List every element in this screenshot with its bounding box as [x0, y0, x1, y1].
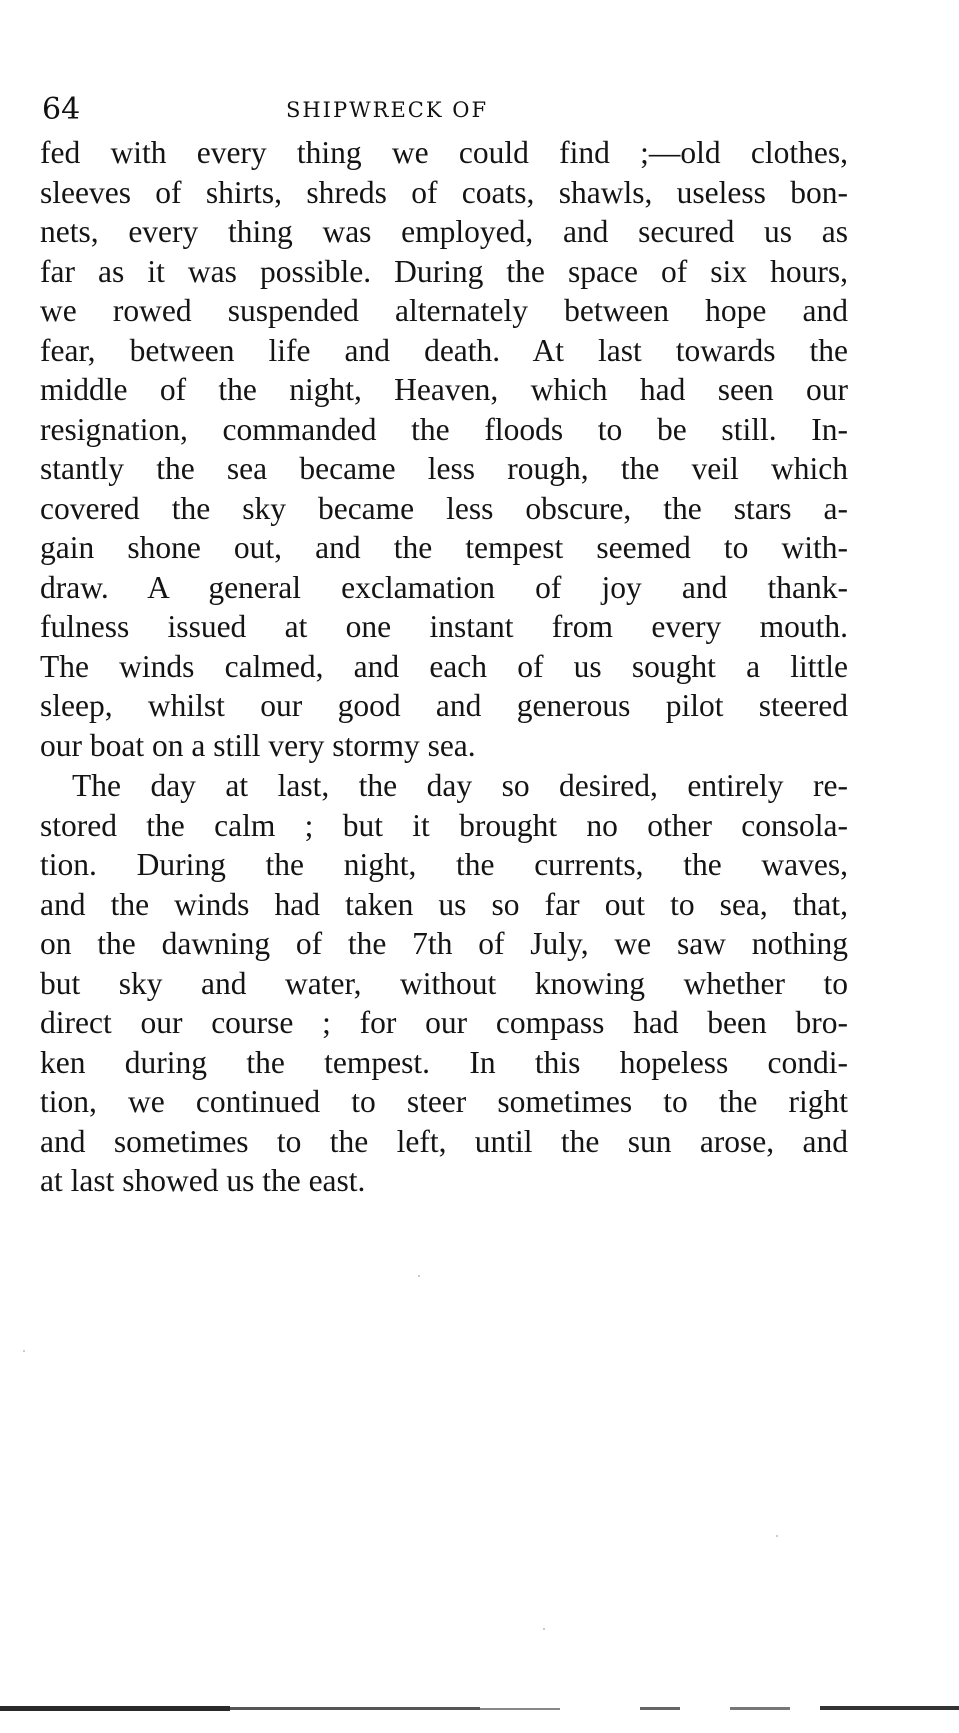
text-line: far as it was possible. During the space of six hours,: [40, 253, 848, 289]
text-line: ken during the tempest. In this hopeless condi-: [40, 1044, 848, 1080]
running-head-title: SHIPWRECK OF: [285, 98, 489, 122]
text-line: and sometimes to the left, until the sun arose, and: [40, 1123, 848, 1159]
text-line: The day at last, the day so desired, entirely re-: [72, 768, 848, 803]
body-text: [40, 133, 848, 1202]
text-line: on the dawning of the 7th of July, we saw nothing: [40, 926, 848, 961]
text-line: The winds calmed, and each of us sought a little: [40, 648, 848, 684]
text-line: sleeves of shirts, shreds of coats, shawls, useless bon-: [40, 174, 848, 210]
text-line: resignation, commanded the floods to be still. In-: [40, 411, 848, 447]
text-line: we rowed suspended alternately between hope and: [40, 293, 848, 328]
page-bottom-edge: [0, 1702, 959, 1714]
running-head: [42, 90, 842, 130]
text-line: nets, every thing was employed, and secured us as: [40, 214, 848, 249]
text-line: gain shone out, and the tempest seemed to with-: [40, 530, 848, 565]
text-line: tion. During the night, the currents, the waves,: [40, 847, 848, 882]
paragraph-2: [40, 766, 848, 1201]
text-line: stored the calm ; but it brought no other consola-: [40, 807, 848, 843]
paper-speck: [23, 1350, 25, 1352]
page-number: 64: [42, 92, 81, 127]
text-line: direct our course ; for our compass had been bro-: [40, 1005, 848, 1040]
text-line: draw. A general exclamation of joy and thank-: [40, 569, 848, 605]
text-line: sleep, whilst our good and generous pilot steered: [40, 688, 848, 723]
text-line: at last showed us the east.: [40, 1163, 366, 1198]
text-line: stantly the sea became less rough, the veil which: [40, 451, 848, 486]
text-line: but sky and water, without knowing whether to: [40, 965, 848, 1001]
text-line: fulness issued at one instant from every mouth.: [40, 609, 848, 644]
text-line: middle of the night, Heaven, which had seen our: [40, 372, 848, 407]
text-line: covered the sky became less obscure, the stars a-: [40, 490, 848, 526]
text-line: and the winds had taken us so far out to sea, that,: [40, 886, 848, 922]
text-line: tion, we continued to steer sometimes to the right: [40, 1084, 848, 1119]
text-line: fear, between life and death. At last towards the: [40, 332, 848, 368]
paper-speck: [776, 1535, 778, 1537]
paper-speck: [543, 1628, 545, 1630]
text-line: our boat on a still very stormy sea.: [40, 727, 476, 763]
paragraph-1: [40, 133, 848, 765]
text-line: fed with every thing we could find ;—old clothes,: [40, 135, 848, 170]
paper-speck: [418, 1275, 420, 1277]
